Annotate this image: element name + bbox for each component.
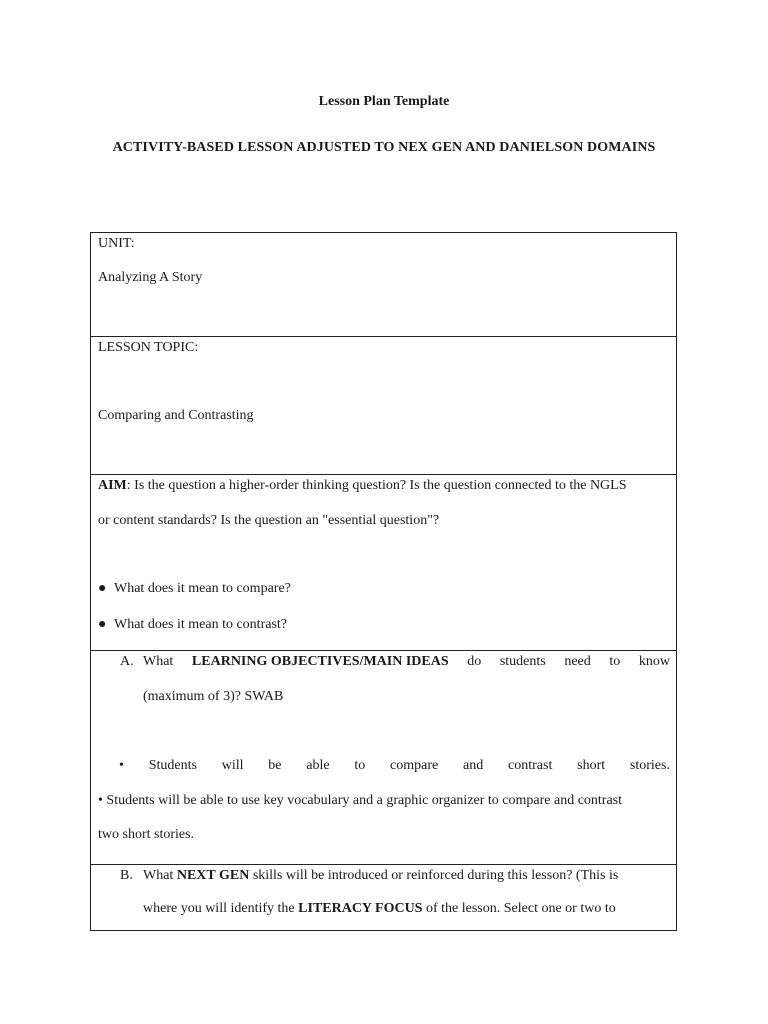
aim-text-1: : Is the question a higher-order thinking question? Is the question connected to the NGLS bbox=[126, 478, 627, 493]
next-gen-text: where you will identify the bbox=[143, 901, 299, 916]
document-subtitle: ACTIVITY-BASED LESSON ADJUSTED TO NEX GEN AND DANIELSON DOMAINS bbox=[112, 140, 656, 155]
bullet-icon: ● bbox=[98, 617, 107, 632]
bullet-icon: ● bbox=[98, 581, 107, 596]
next-gen-marker: B. bbox=[120, 868, 133, 883]
next-gen-text: What bbox=[143, 868, 177, 883]
aim-line-2: or content standards? Is the question an "essential question"? bbox=[98, 513, 440, 528]
next-gen-heading: NEXT GEN bbox=[176, 868, 250, 883]
objective-word: short bbox=[577, 758, 606, 773]
objective-word: contrast bbox=[508, 758, 553, 773]
objective-word: and bbox=[463, 758, 484, 773]
objectives-word: What bbox=[143, 654, 174, 669]
objective-word: Students bbox=[148, 758, 197, 773]
objectives-row bbox=[91, 651, 676, 865]
objective-bullet-1 bbox=[119, 758, 670, 774]
aim-row bbox=[91, 475, 676, 651]
objectives-heading: LEARNING OBJECTIVES/MAIN IDEAS bbox=[191, 654, 449, 669]
aim-label: AIM bbox=[98, 478, 127, 493]
aim-bullet-2 bbox=[98, 617, 287, 633]
objective-bullet-2: • Students will be able to use key vocabulary and a graphic organizer to compare and contrast bbox=[98, 793, 623, 808]
unit-label: UNIT: bbox=[98, 236, 135, 251]
next-gen-row bbox=[91, 865, 676, 931]
objective-word: be bbox=[268, 758, 282, 773]
next-gen-line-2 bbox=[143, 901, 616, 917]
unit-value: Analyzing A Story bbox=[98, 270, 203, 285]
literacy-focus-heading: LITERACY FOCUS bbox=[298, 901, 423, 916]
next-gen-text: skills will be introduced or reinforced during this lesson? (This is bbox=[249, 868, 619, 883]
next-gen-text: of the lesson. Select one or two to bbox=[422, 901, 616, 916]
objectives-word: do bbox=[467, 654, 482, 669]
objectives-word: students bbox=[499, 654, 546, 669]
objective-word: compare bbox=[390, 758, 439, 773]
objectives-word: know bbox=[638, 654, 670, 669]
objectives-line-2: (maximum of 3)? SWAB bbox=[143, 689, 284, 704]
objective-word: to bbox=[354, 758, 366, 773]
aim-bullet-text: What does it mean to compare? bbox=[114, 581, 291, 596]
objectives-word: need bbox=[564, 654, 591, 669]
unit-row bbox=[91, 233, 676, 337]
lesson-topic-row bbox=[91, 337, 676, 475]
aim-line-1 bbox=[98, 478, 627, 494]
objectives-marker: A. bbox=[120, 654, 134, 669]
lesson-topic-value: Comparing and Contrasting bbox=[98, 408, 254, 423]
objective-word: able bbox=[306, 758, 330, 773]
lesson-topic-label: LESSON TOPIC: bbox=[98, 340, 199, 355]
next-gen-line-1 bbox=[143, 868, 618, 884]
objective-word: will bbox=[221, 758, 244, 773]
aim-bullet-text: What does it mean to contrast? bbox=[114, 617, 287, 632]
lesson-plan-table bbox=[90, 232, 677, 931]
objective-bullet-2-cont: two short stories. bbox=[98, 827, 195, 842]
objectives-word: to bbox=[609, 654, 621, 669]
objectives-line-1 bbox=[143, 654, 670, 670]
aim-bullet-1 bbox=[98, 581, 291, 597]
objective-word: stories. bbox=[629, 758, 670, 773]
document-title: Lesson Plan Template bbox=[318, 94, 450, 109]
bullet-icon: • bbox=[119, 758, 124, 773]
